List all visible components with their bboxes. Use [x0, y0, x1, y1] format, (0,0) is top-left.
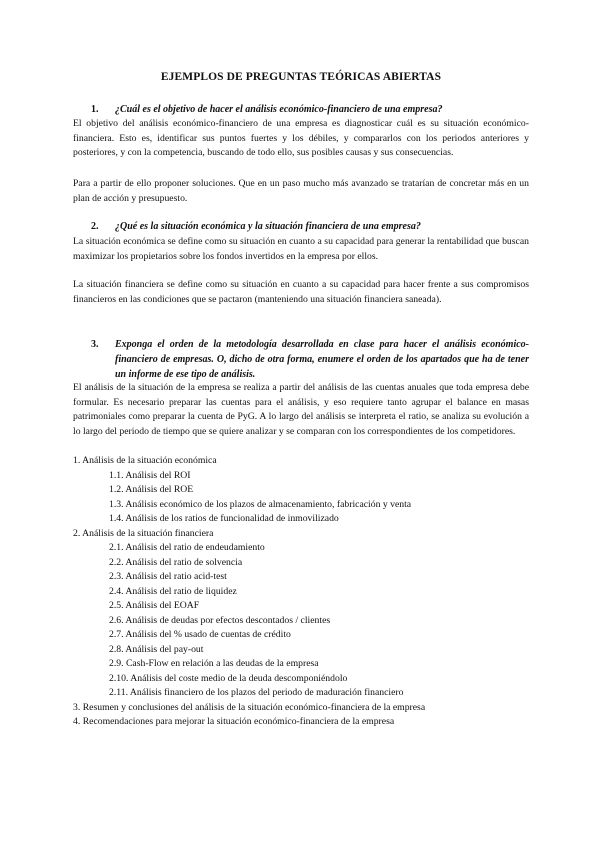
analysis-outline-list [73, 454, 529, 730]
outline-subsection: 2.9. Cash-Flow en relación a las deudas de la empresa [109, 658, 319, 669]
question-2-number: 2. [91, 221, 99, 232]
question-3-number: 3. [91, 339, 99, 350]
outline-section: 1. Análisis de la situación económica [73, 455, 217, 466]
answer-2-paragraph-2: La situación financiera se define como su situación en cuanto a su capacidad para hacer frente a sus compromisos financieros en las condiciones que se pactaron (manteniendo una situación financiera saneada). [73, 279, 529, 305]
answer-3-paragraph-1: El análisis de la situación de la empresa se realiza a partir del análisis de las cuentas anuales que toda empresa debe formular. Es necesario preparar las cuentas para el análisis, y eso requiere tanto agrupar el balance en masas patrimoniales como preparar la cuenta de PyG. A lo largo del análisis se interpreta el ratio, se analiza su evolución a lo largo del periodo de tiempo que se quiere analizar y se comparan con los correspondientes de los competidores. [73, 382, 529, 437]
outline-subsection: 2.5. Análisis del EOAF [109, 600, 200, 611]
outline-subsection: 2.6. Análisis de deudas por efectos descontados / clientes [109, 614, 331, 626]
outline-subsection: 2.7. Análisis del % usado de cuentas de crédito [109, 629, 291, 640]
answer-1-paragraph-2: Para a partir de ello proponer soluciones. Que en un paso mucho más avanzado se tratarían de concretar más en un plan de acción y presupuesto. [73, 178, 529, 204]
outline-subsection: 2.2. Análisis del ratio de solvencia [109, 556, 243, 568]
answer-1-paragraph-1: El objetivo del análisis económico-financiero de una empresa es diagnosticar cuál es su situación económico-financiera. Esto es, identificar sus puntos fuertes y los débiles, y compararlos con los periodos anteriores y posteriores, y con la competencia, buscando de todo ello, sus posibles causas y sus consecuencias. [73, 118, 529, 158]
outline-section: 3. Resumen y conclusiones del análisis de la situación económico-financiera de la empresa [73, 701, 426, 713]
outline-subsection: 2.3. Análisis del ratio acid-test [109, 571, 227, 582]
outline-subsection: 2.10. Análisis del coste medio de la deuda descomponiéndolo [109, 672, 348, 684]
question-3-text: Exponga el orden de la metodología desarrollada en clase para hacer el análisis económico-financiero de empresas. O, dicho de otra forma, enumere el orden de los apartados que ha de tener un informe de ese tipo de análisis. [115, 339, 529, 380]
outline-subsection: 1.1. Análisis del ROI [109, 469, 191, 481]
outline-subsection: 1.4. Análisis de los ratios de funcionalidad de inmovilizado [109, 513, 339, 524]
outline-subsection: 2.4. Análisis del ratio de liquidez [109, 585, 237, 597]
question-2-text: ¿Qué es la situación económica y la situación financiera de una empresa? [115, 221, 421, 232]
outline-subsection: 2.1. Análisis del ratio de endeudamiento [109, 542, 265, 553]
outline-subsection: 2.11. Análisis financiero de los plazos del periodo de maduración financiero [109, 687, 404, 698]
outline-subsection: 1.3. Análisis económico de los plazos de almacenamiento, fabricación y venta [109, 498, 412, 510]
question-2-heading [91, 219, 511, 234]
answer-2-paragraph-1: La situación económica se define como su situación en cuanto a su capacidad para generar la rentabilidad que buscan maximizar los propietarios sobre los fondos invertidos en la empresa por ellos. [73, 236, 529, 262]
question-1-text: ¿Cuál es el objetivo de hacer el análisis económico-financiero de una empresa? [115, 104, 443, 115]
outline-section: 2. Análisis de la situación financiera [73, 527, 214, 539]
outline-section: 4. Recomendaciones para mejorar la situación económico-financiera de la empresa [73, 716, 395, 727]
outline-subsection: 1.2. Análisis del ROE [109, 484, 194, 495]
document-title: EJEMPLOS DE PREGUNTAS TEÓRICAS ABIERTAS [160, 71, 442, 83]
question-3-heading [91, 337, 529, 382]
question-1-number: 1. [91, 104, 99, 115]
outline-subsection: 2.8. Análisis del pay-out [109, 643, 204, 655]
question-1-heading [91, 102, 511, 117]
